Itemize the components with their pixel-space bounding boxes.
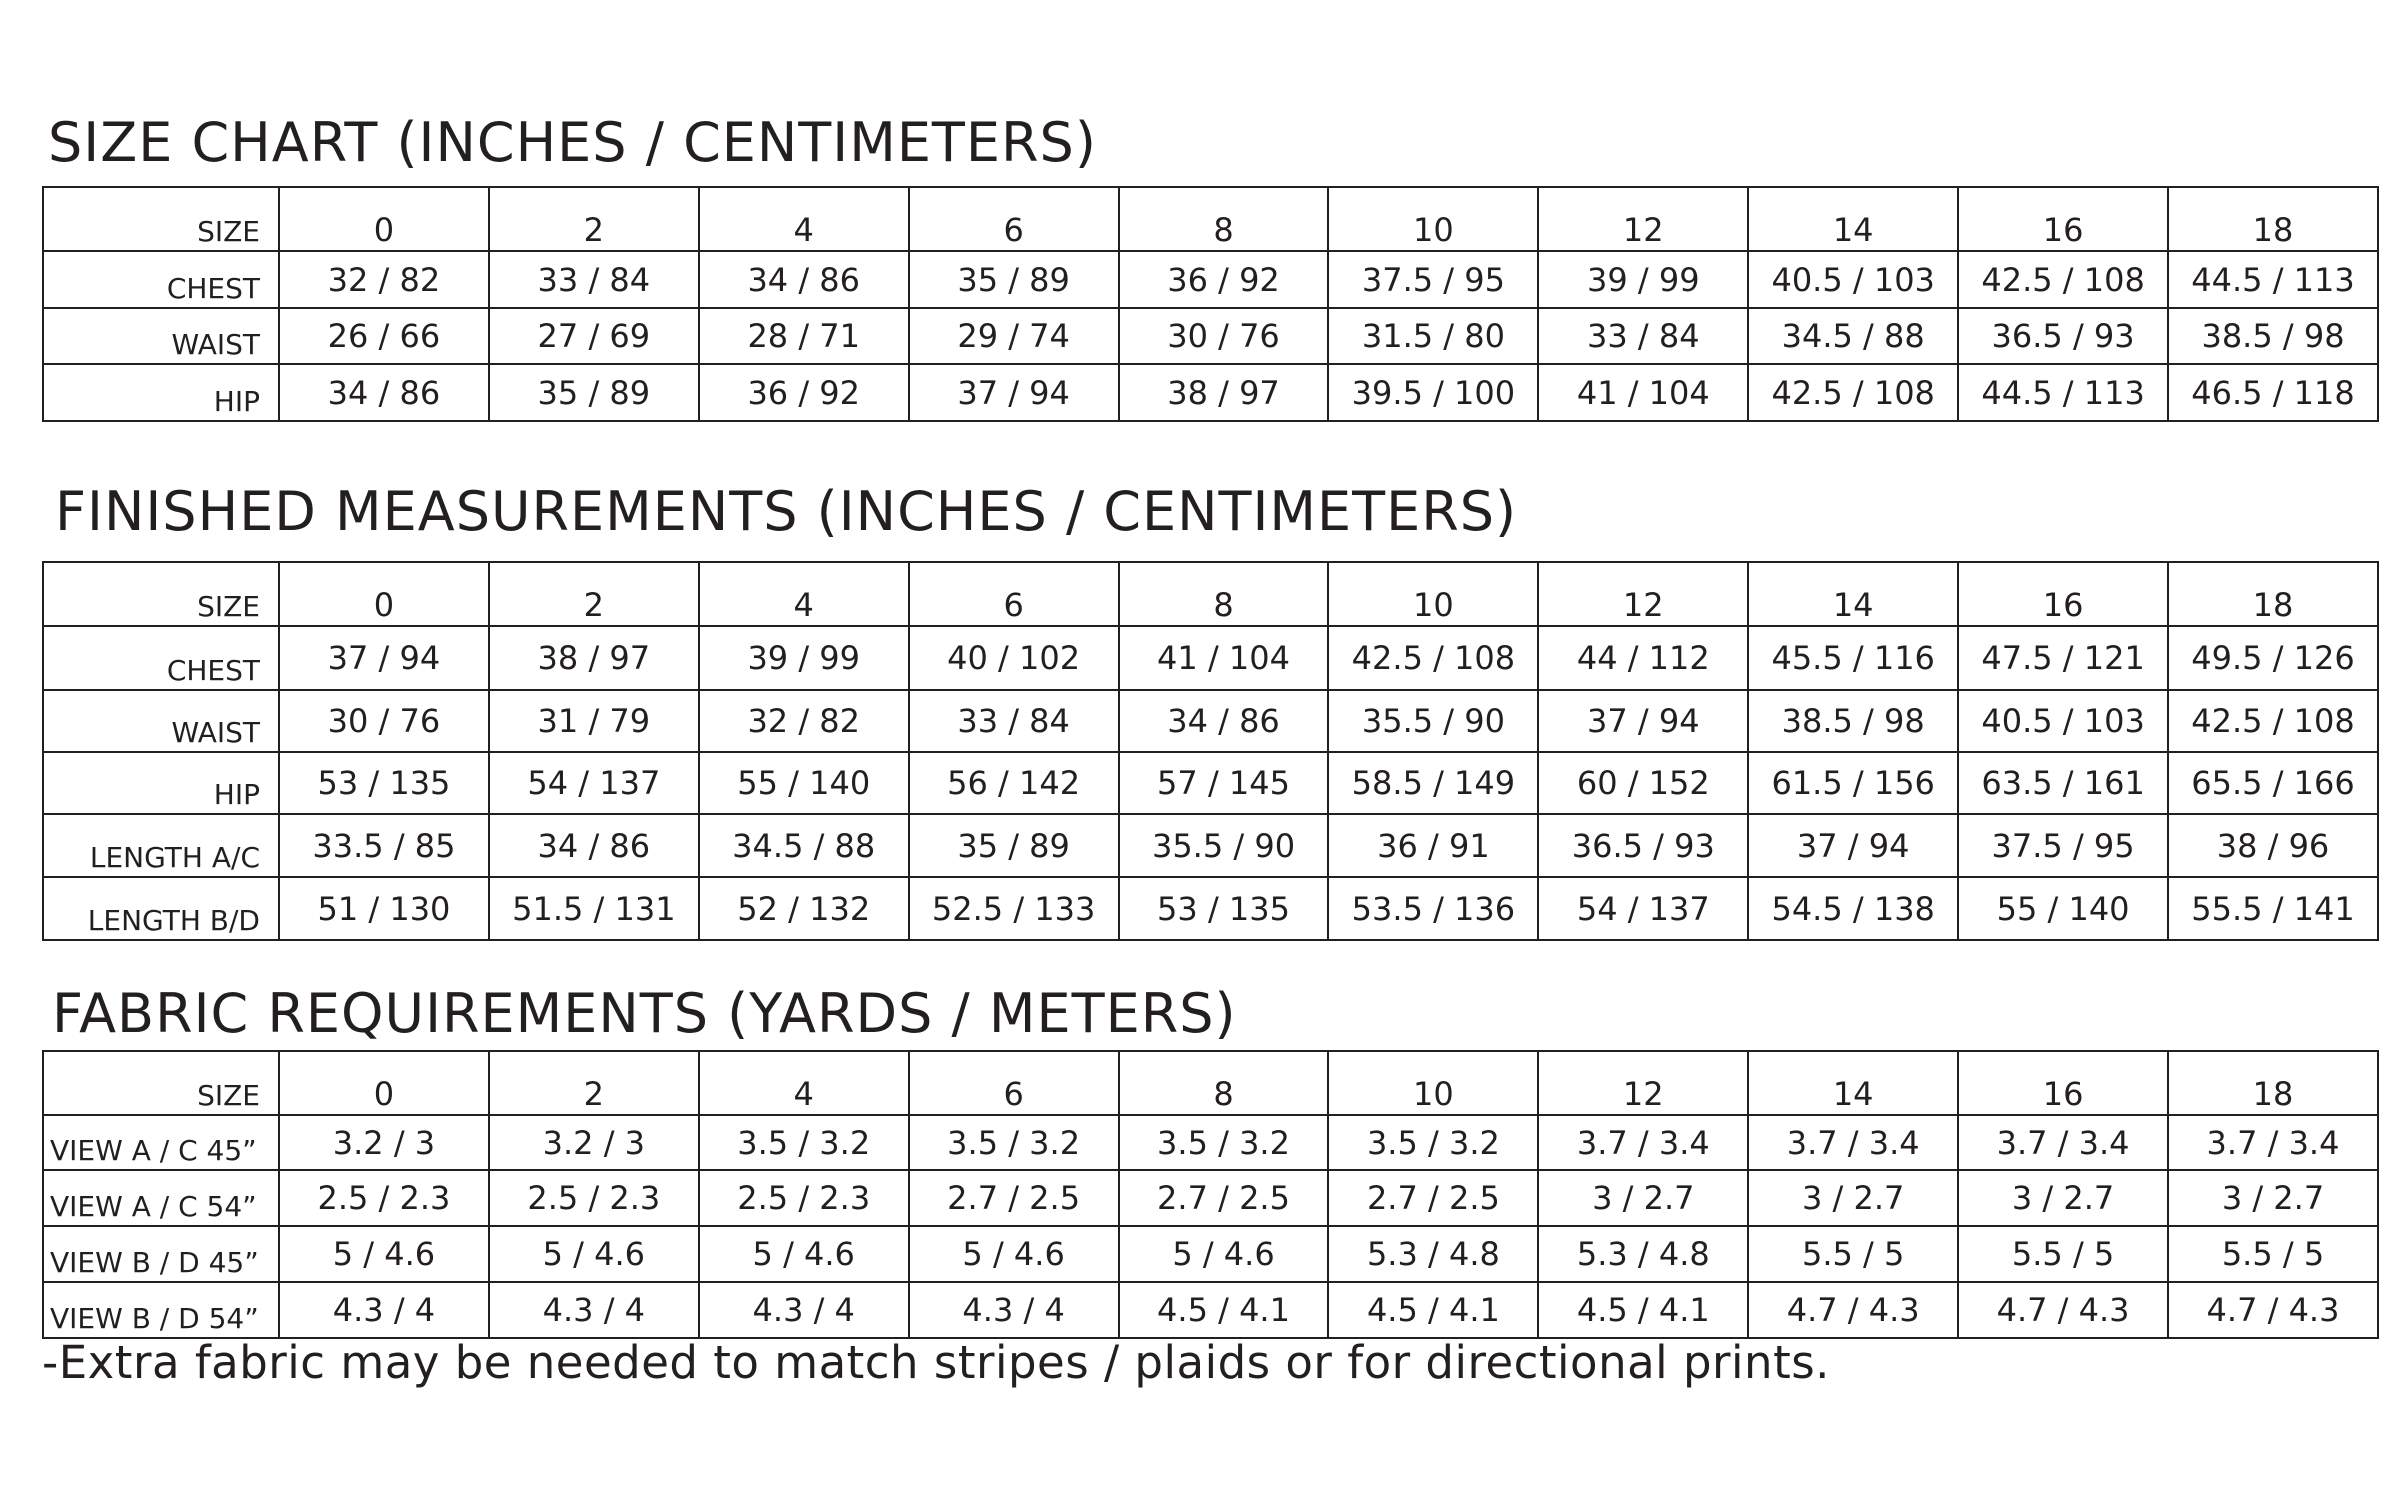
measurement-cell: 45.5 / 116	[1748, 626, 1958, 690]
measurement-cell: 55.5 / 141	[2168, 877, 2378, 940]
measurement-cell: 3.5 / 3.2	[909, 1115, 1119, 1170]
table-row	[43, 690, 2378, 752]
table-row	[43, 251, 2378, 308]
measurement-cell: 32 / 82	[279, 251, 489, 308]
fabric-requirements-title: FABRIC REQUIREMENTS (YARDS / METERS)	[52, 982, 1237, 1045]
measurement-cell: 51 / 130	[279, 877, 489, 940]
measurement-cell: 31 / 79	[489, 690, 699, 752]
row-label: LENGTH B/D	[43, 877, 279, 940]
measurement-cell: 29 / 74	[909, 308, 1119, 364]
measurement-cell: 3 / 2.7	[1538, 1170, 1748, 1226]
measurement-cell: 3.7 / 3.4	[1748, 1115, 1958, 1170]
measurement-cell: 3.2 / 3	[489, 1115, 699, 1170]
size-header-cell: 6	[909, 562, 1119, 626]
measurement-cell: 37 / 94	[1538, 690, 1748, 752]
measurement-cell: 53.5 / 136	[1328, 877, 1538, 940]
measurement-cell: 5.5 / 5	[1748, 1226, 1958, 1282]
measurement-cell: 5 / 4.6	[1119, 1226, 1329, 1282]
size-header-label: SIZE	[43, 187, 279, 251]
measurement-cell: 28 / 71	[699, 308, 909, 364]
size-header-cell: 12	[1538, 1051, 1748, 1115]
measurement-cell: 55 / 140	[699, 752, 909, 814]
row-label: WAIST	[43, 308, 279, 364]
size-header-cell: 4	[699, 562, 909, 626]
measurement-cell: 35.5 / 90	[1328, 690, 1538, 752]
measurement-cell: 4.7 / 4.3	[1958, 1282, 2168, 1338]
size-header-cell: 18	[2168, 562, 2378, 626]
measurement-cell: 3 / 2.7	[1958, 1170, 2168, 1226]
measurement-cell: 4.3 / 4	[279, 1282, 489, 1338]
measurement-cell: 38.5 / 98	[1748, 690, 1958, 752]
row-label: VIEW A / C 45”	[43, 1115, 279, 1170]
measurement-cell: 34 / 86	[279, 364, 489, 421]
measurement-cell: 40.5 / 103	[1748, 251, 1958, 308]
measurement-cell: 3.5 / 3.2	[1119, 1115, 1329, 1170]
measurement-cell: 36.5 / 93	[1538, 814, 1748, 877]
size-header-cell: 6	[909, 1051, 1119, 1115]
measurement-cell: 4.3 / 4	[699, 1282, 909, 1338]
measurement-cell: 51.5 / 131	[489, 877, 699, 940]
measurement-cell: 2.7 / 2.5	[1328, 1170, 1538, 1226]
measurement-cell: 35 / 89	[909, 251, 1119, 308]
row-label: HIP	[43, 364, 279, 421]
size-header-label: SIZE	[43, 1051, 279, 1115]
measurement-cell: 3 / 2.7	[1748, 1170, 1958, 1226]
size-header-cell: 14	[1748, 187, 1958, 251]
fabric-footnote: -Extra fabric may be needed to match stripes / plaids or for directional prints.	[42, 1336, 1830, 1389]
measurement-cell: 3.7 / 3.4	[1538, 1115, 1748, 1170]
measurement-cell: 54.5 / 138	[1748, 877, 1958, 940]
measurement-cell: 5 / 4.6	[699, 1226, 909, 1282]
measurement-cell: 5.3 / 4.8	[1328, 1226, 1538, 1282]
size-header-cell: 0	[279, 1051, 489, 1115]
measurement-cell: 37 / 94	[279, 626, 489, 690]
size-header-cell: 2	[489, 1051, 699, 1115]
size-chart-table	[42, 186, 2379, 422]
measurement-cell: 2.7 / 2.5	[1119, 1170, 1329, 1226]
header-row	[43, 187, 2378, 251]
row-label: VIEW B / D 54”	[43, 1282, 279, 1338]
size-chart-title: SIZE CHART (INCHES / CENTIMETERS)	[48, 111, 1097, 174]
measurement-cell: 4.3 / 4	[909, 1282, 1119, 1338]
measurement-cell: 32 / 82	[699, 690, 909, 752]
measurement-cell: 34 / 86	[489, 814, 699, 877]
measurement-cell: 4.7 / 4.3	[1748, 1282, 1958, 1338]
size-header-cell: 8	[1119, 562, 1329, 626]
size-header-cell: 8	[1119, 187, 1329, 251]
measurement-cell: 3.7 / 3.4	[1958, 1115, 2168, 1170]
table-row	[43, 364, 2378, 421]
measurement-cell: 37 / 94	[1748, 814, 1958, 877]
measurement-cell: 61.5 / 156	[1748, 752, 1958, 814]
size-header-cell: 16	[1958, 562, 2168, 626]
measurement-cell: 38 / 97	[1119, 364, 1329, 421]
measurement-cell: 44.5 / 113	[1958, 364, 2168, 421]
size-header-cell: 14	[1748, 1051, 1958, 1115]
table-row	[43, 308, 2378, 364]
measurement-cell: 33 / 84	[909, 690, 1119, 752]
measurement-cell: 44.5 / 113	[2168, 251, 2378, 308]
measurement-cell: 5.3 / 4.8	[1538, 1226, 1748, 1282]
row-label: CHEST	[43, 626, 279, 690]
size-header-cell: 16	[1958, 1051, 2168, 1115]
size-header-cell: 8	[1119, 1051, 1329, 1115]
measurement-cell: 57 / 145	[1119, 752, 1329, 814]
size-header-cell: 16	[1958, 187, 2168, 251]
measurement-cell: 35 / 89	[909, 814, 1119, 877]
row-label: CHEST	[43, 251, 279, 308]
finished-measurements-table	[42, 561, 2379, 941]
measurement-cell: 53 / 135	[1119, 877, 1329, 940]
measurement-cell: 47.5 / 121	[1958, 626, 2168, 690]
measurement-cell: 39.5 / 100	[1328, 364, 1538, 421]
table-row	[43, 1282, 2378, 1338]
measurement-cell: 36 / 92	[699, 364, 909, 421]
row-label: VIEW B / D 45”	[43, 1226, 279, 1282]
measurement-cell: 38 / 96	[2168, 814, 2378, 877]
measurement-cell: 27 / 69	[489, 308, 699, 364]
size-header-cell: 14	[1748, 562, 1958, 626]
measurement-cell: 4.7 / 4.3	[2168, 1282, 2378, 1338]
table-row	[43, 877, 2378, 940]
measurement-cell: 2.5 / 2.3	[489, 1170, 699, 1226]
measurement-cell: 34 / 86	[699, 251, 909, 308]
measurement-cell: 42.5 / 108	[1748, 364, 1958, 421]
measurement-cell: 3.7 / 3.4	[2168, 1115, 2378, 1170]
size-header-cell: 18	[2168, 1051, 2378, 1115]
measurement-cell: 60 / 152	[1538, 752, 1748, 814]
measurement-cell: 36.5 / 93	[1958, 308, 2168, 364]
table-row	[43, 752, 2378, 814]
measurement-cell: 26 / 66	[279, 308, 489, 364]
measurement-cell: 4.5 / 4.1	[1119, 1282, 1329, 1338]
measurement-cell: 63.5 / 161	[1958, 752, 2168, 814]
measurement-cell: 42.5 / 108	[1958, 251, 2168, 308]
measurement-cell: 39 / 99	[699, 626, 909, 690]
size-header-cell: 2	[489, 187, 699, 251]
measurement-cell: 31.5 / 80	[1328, 308, 1538, 364]
row-label: LENGTH A/C	[43, 814, 279, 877]
measurement-cell: 33 / 84	[1538, 308, 1748, 364]
row-label: HIP	[43, 752, 279, 814]
measurement-cell: 3.2 / 3	[279, 1115, 489, 1170]
size-header-cell: 18	[2168, 187, 2378, 251]
size-header-cell: 0	[279, 562, 489, 626]
measurement-cell: 49.5 / 126	[2168, 626, 2378, 690]
measurement-cell: 3.5 / 3.2	[1328, 1115, 1538, 1170]
measurement-cell: 58.5 / 149	[1328, 752, 1538, 814]
measurement-cell: 2.7 / 2.5	[909, 1170, 1119, 1226]
size-header-cell: 4	[699, 187, 909, 251]
size-header-cell: 10	[1328, 187, 1538, 251]
size-header-label: SIZE	[43, 562, 279, 626]
measurement-cell: 40 / 102	[909, 626, 1119, 690]
measurement-cell: 37.5 / 95	[1328, 251, 1538, 308]
measurement-cell: 41 / 104	[1119, 626, 1329, 690]
measurement-cell: 38 / 97	[489, 626, 699, 690]
fabric-requirements-table	[42, 1050, 2379, 1339]
measurement-cell: 46.5 / 118	[2168, 364, 2378, 421]
size-header-cell: 0	[279, 187, 489, 251]
measurement-cell: 53 / 135	[279, 752, 489, 814]
table-row	[43, 814, 2378, 877]
measurement-cell: 30 / 76	[279, 690, 489, 752]
measurement-cell: 56 / 142	[909, 752, 1119, 814]
size-header-cell: 10	[1328, 1051, 1538, 1115]
measurement-cell: 34.5 / 88	[1748, 308, 1958, 364]
measurement-cell: 52 / 132	[699, 877, 909, 940]
size-header-cell: 4	[699, 1051, 909, 1115]
size-header-cell: 2	[489, 562, 699, 626]
measurement-cell: 2.5 / 2.3	[279, 1170, 489, 1226]
table-row	[43, 1226, 2378, 1282]
measurement-cell: 34.5 / 88	[699, 814, 909, 877]
measurement-cell: 44 / 112	[1538, 626, 1748, 690]
table-row	[43, 1115, 2378, 1170]
measurement-cell: 4.5 / 4.1	[1328, 1282, 1538, 1338]
measurement-cell: 5 / 4.6	[279, 1226, 489, 1282]
measurement-cell: 55 / 140	[1958, 877, 2168, 940]
measurement-cell: 5 / 4.6	[909, 1226, 1119, 1282]
measurement-cell: 37.5 / 95	[1958, 814, 2168, 877]
measurement-cell: 35.5 / 90	[1119, 814, 1329, 877]
measurement-cell: 54 / 137	[489, 752, 699, 814]
row-label: VIEW A / C 54”	[43, 1170, 279, 1226]
measurement-cell: 5 / 4.6	[489, 1226, 699, 1282]
measurement-cell: 39 / 99	[1538, 251, 1748, 308]
measurement-cell: 42.5 / 108	[1328, 626, 1538, 690]
table-row	[43, 626, 2378, 690]
size-header-cell: 6	[909, 187, 1119, 251]
measurement-cell: 36 / 91	[1328, 814, 1538, 877]
measurement-cell: 54 / 137	[1538, 877, 1748, 940]
measurement-cell: 3.5 / 3.2	[699, 1115, 909, 1170]
measurement-cell: 65.5 / 166	[2168, 752, 2378, 814]
size-header-cell: 10	[1328, 562, 1538, 626]
measurement-cell: 37 / 94	[909, 364, 1119, 421]
measurement-cell: 41 / 104	[1538, 364, 1748, 421]
measurement-cell: 38.5 / 98	[2168, 308, 2378, 364]
measurement-cell: 36 / 92	[1119, 251, 1329, 308]
measurement-cell: 4.3 / 4	[489, 1282, 699, 1338]
measurement-cell: 2.5 / 2.3	[699, 1170, 909, 1226]
measurement-cell: 5.5 / 5	[2168, 1226, 2378, 1282]
measurement-cell: 33.5 / 85	[279, 814, 489, 877]
measurement-cell: 42.5 / 108	[2168, 690, 2378, 752]
size-header-cell: 12	[1538, 562, 1748, 626]
measurement-cell: 4.5 / 4.1	[1538, 1282, 1748, 1338]
measurement-cell: 34 / 86	[1119, 690, 1329, 752]
measurement-cell: 40.5 / 103	[1958, 690, 2168, 752]
header-row	[43, 562, 2378, 626]
table-row	[43, 1170, 2378, 1226]
measurement-cell: 5.5 / 5	[1958, 1226, 2168, 1282]
measurement-cell: 33 / 84	[489, 251, 699, 308]
measurement-cell: 3 / 2.7	[2168, 1170, 2378, 1226]
measurement-cell: 35 / 89	[489, 364, 699, 421]
size-header-cell: 12	[1538, 187, 1748, 251]
measurement-cell: 52.5 / 133	[909, 877, 1119, 940]
finished-measurements-title: FINISHED MEASUREMENTS (INCHES / CENTIMETERS)	[55, 480, 1518, 543]
measurement-cell: 30 / 76	[1119, 308, 1329, 364]
header-row	[43, 1051, 2378, 1115]
row-label: WAIST	[43, 690, 279, 752]
